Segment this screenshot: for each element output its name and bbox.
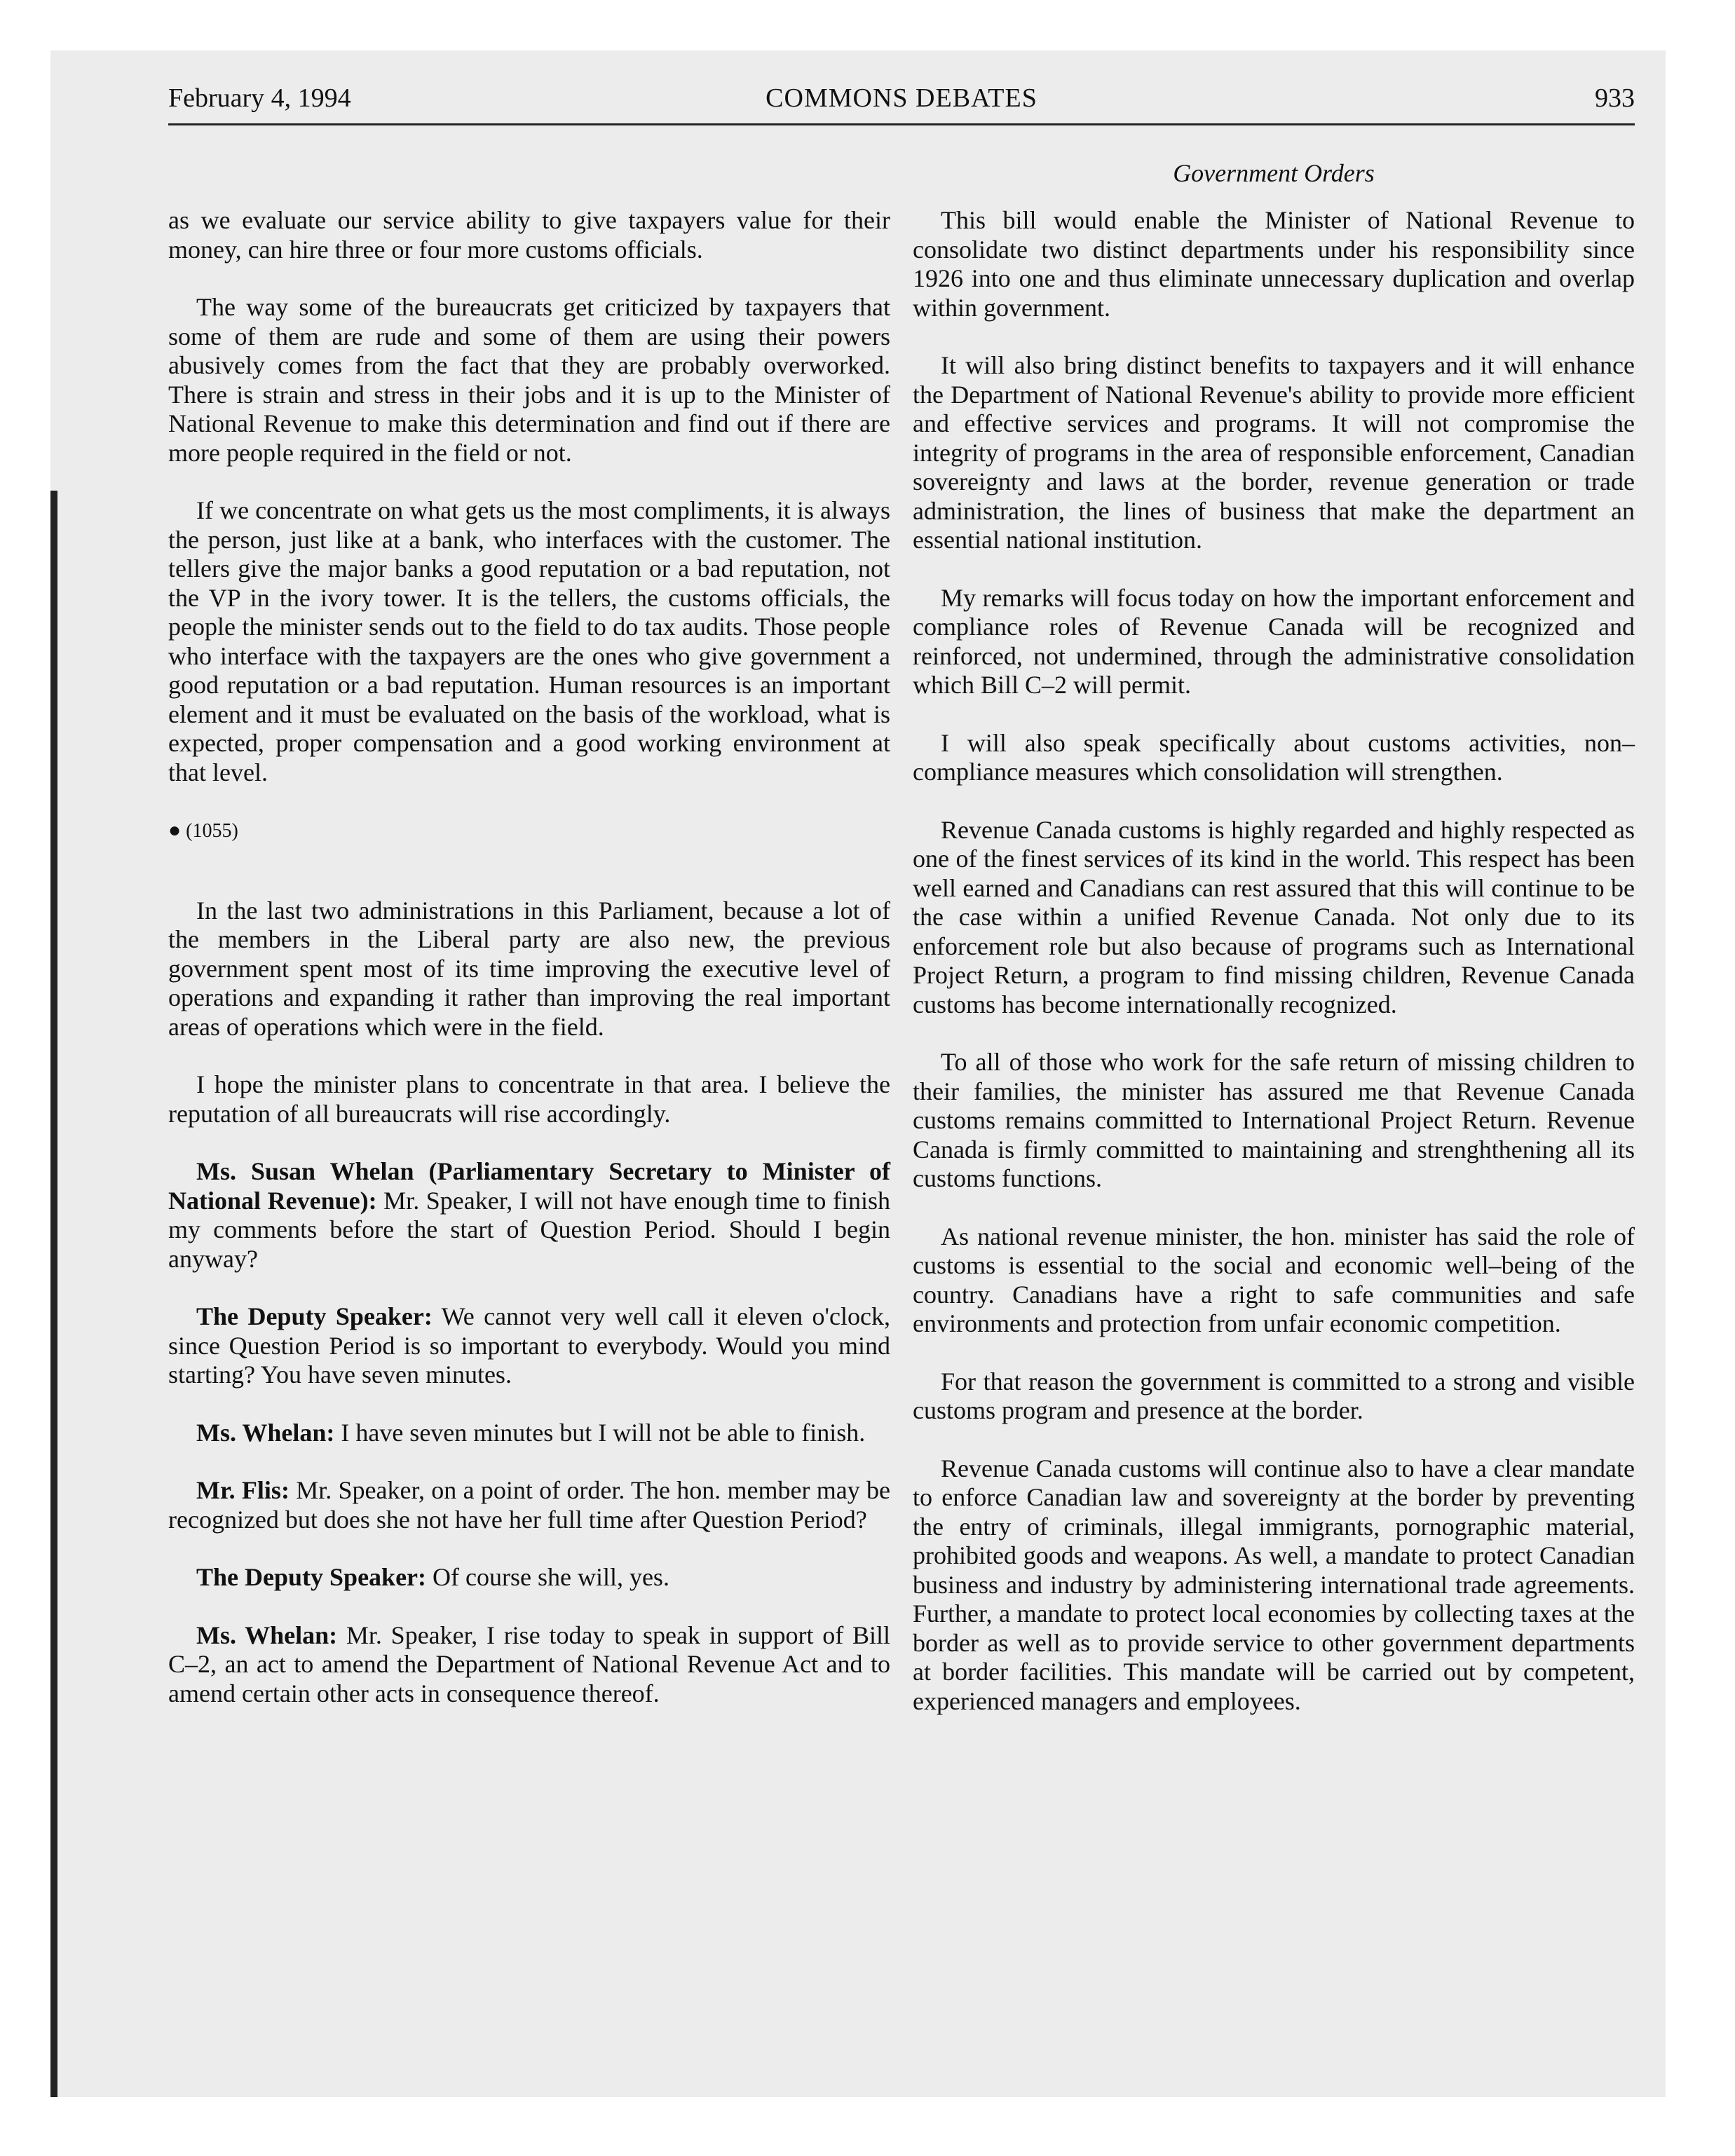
page-number: 933 <box>1595 83 1635 113</box>
header-date: February 4, 1994 <box>168 83 351 113</box>
time-marker <box>168 816 890 846</box>
binding-shadow <box>50 491 57 2097</box>
paragraph: My remarks will focus today on how the important enforcement and compliance roles of Revenue Canada will be recognized and reinforced, not undermined, through the administrative consolidation which Bill C–2 will permit. <box>913 583 1635 699</box>
speech-text: We cannot very well call it eleven o'clock, since Question Period is so important to everybody. Would you mind starting? You have seven minutes. <box>168 1302 890 1389</box>
page-header <box>168 83 1635 128</box>
speech <box>168 1563 890 1592</box>
paragraph: For that reason the government is committed to a strong and visible customs program and presence at the border. <box>913 1367 1635 1424</box>
left-column <box>168 206 890 1708</box>
speaker-name: Ms. Whelan: <box>196 1418 335 1447</box>
time-marker-label: (1055) <box>186 820 238 842</box>
paragraph: To all of those who work for the safe return of missing children to their families, the minister has assured me that Revenue Canada customs remains committed to International Project Return. Revenue Canada is firmly committed to maintaining and strenghthening all its customs functions. <box>913 1048 1635 1192</box>
speaker-name: Ms. Whelan: <box>196 1621 338 1649</box>
section-label: Government Orders <box>1173 159 1375 187</box>
speech <box>168 1476 890 1534</box>
speaker-name: The Deputy Speaker: <box>196 1563 427 1591</box>
speech <box>168 1157 890 1274</box>
paragraph: I will also speak specifically about customs activities, non–compliance measures which consolidation will strengthen. <box>913 728 1635 786</box>
right-column <box>913 206 1635 1716</box>
paragraph: as we evaluate our service ability to give taxpayers value for their money, can hire three or four more customs officials. <box>168 206 890 264</box>
speech-text: Mr. Speaker, I will not have enough time to finish my comments before the start of Question Period. Should I begin anyway? <box>168 1186 891 1273</box>
speech <box>168 1302 890 1390</box>
speech-text: Mr. Speaker, on a point of order. The hon. member may be recognized but does she not have her full time after Question Period? <box>168 1476 890 1534</box>
paragraph: As national revenue minister, the hon. minister has said the role of customs is essential to the social and economic well–being of the country. Canadians have a right to safe communities and safe environments and protection from unfair economic competition. <box>913 1222 1635 1337</box>
speaker-name: Mr. Flis: <box>196 1476 290 1504</box>
paragraph: Revenue Canada customs is highly regarded and highly respected as one of the finest services of its kind in the world. This respect has been well earned and Canadians can rest assured that this will continue to be the case within a unified Revenue Canada. Not only due to its enforcement role but also because of programs such as International Project Return, a program to find missing children, Revenue Canada customs has become internationally recognized. <box>913 815 1635 1018</box>
bullet-icon: ● <box>168 819 182 842</box>
paragraph: It will also bring distinct benefits to taxpayers and it will enhance the Department of National Revenue's ability to provide more efficient and effective services and programs. It will not compromise the integrity of programs in the area of responsible enforcement, Canadian sovereignty and laws at the border, revenue generation or trade administration, the lines of business that make the department an essential national institution. <box>913 351 1635 554</box>
speech-text: Of course she will, yes. <box>426 1563 669 1591</box>
header-title: COMMONS DEBATES <box>766 83 1037 113</box>
paragraph: If we concentrate on what gets us the most compliments, it is always the person, just like at a bank, who interfaces with the customer. The tellers give the major banks a good reputation or a bad reputation, not the VP in the ivory tower. It is the tellers, the customs officials, the people the minister sends out to the field to do tax audits. Those people who interface with the taxpayers are the ones who give government a good reputation or a bad reputation. Human resources is an important element and it must be evaluated on the basis of the workload, what is expected, proper compensation and a good working environment at that level. <box>168 496 890 786</box>
speech-text: I have seven minutes but I will not be able to finish. <box>334 1418 866 1447</box>
paragraph: In the last two administrations in this Parliament, because a lot of the members in the Liberal party are also new, the previous government spent most of its time improving the executive level of operations and expanding it rather than improving the real important areas of operations which were in the field. <box>168 896 890 1041</box>
header-rule <box>168 123 1635 125</box>
paragraph: This bill would enable the Minister of National Revenue to consolidate two distinct departments under his responsibility since 1926 into one and thus eliminate unnecessary duplication and overlap within government. <box>913 206 1635 322</box>
speaker-name: Ms. Susan Whelan (Parliamentary Secretary to Minister of National Revenue): <box>168 1157 890 1215</box>
paragraph: The way some of the bureaucrats get criticized by taxpayers that some of them are rude and some of them are using their powers abusively comes from the fact that they are probably overworked. There is strain and stress in their jobs and it is up to the Minister of National Revenue to make this determination and find out if there are more people required in the field or not. <box>168 293 890 467</box>
speech-text: Mr. Speaker, I rise today to speak in support of Bill C–2, an act to amend the Department of National Revenue Act and to amend certain other acts in consequence thereof. <box>168 1621 890 1707</box>
paragraph: I hope the minister plans to concentrate in that area. I believe the reputation of all bureaucrats will rise accordingly. <box>168 1070 890 1128</box>
speech <box>168 1621 890 1709</box>
speaker-name: The Deputy Speaker: <box>196 1302 433 1330</box>
paragraph: Revenue Canada customs will continue also to have a clear mandate to enforce Canadian law and sovereignty at the border by preventing the entry of criminals, illegal immigrants, pornographic material, prohibited goods and weapons. As well, a mandate to protect Canadian business and industry by administering international trade agreements. Further, a mandate to protect local economies by collecting taxes at the border as well as to provide service to other government departments at border facilities. This mandate will be carried out by competent, experienced managers and employees. <box>913 1454 1635 1715</box>
speech <box>168 1419 890 1448</box>
